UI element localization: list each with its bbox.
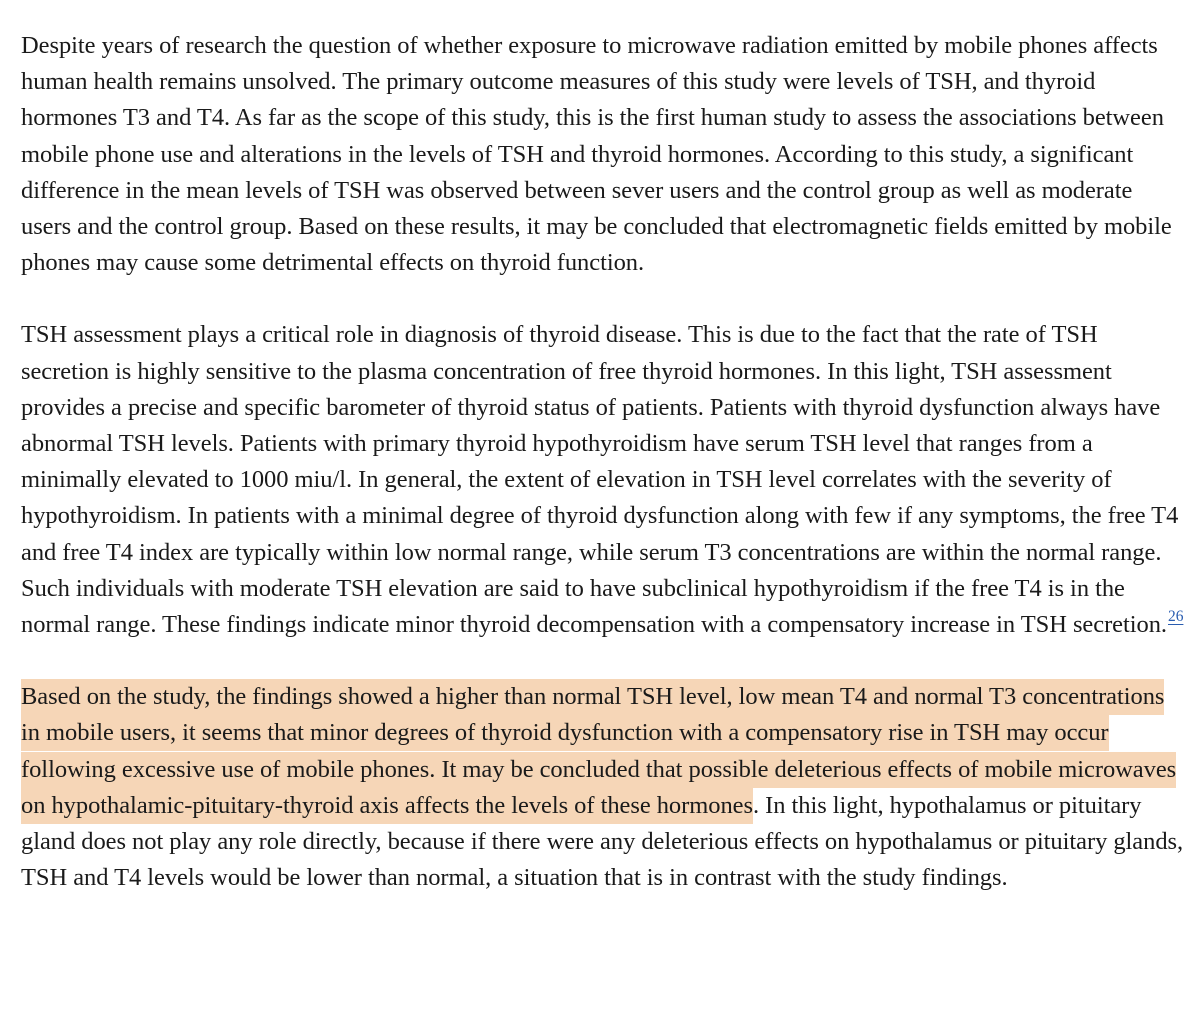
highlighted-text[interactable]: Based on the study, the findings showed a higher than normal TSH level, low mean T4 and normal T3 concentrations in mobile users, it seems that minor degrees of thyroid dysfunction with a compensatory rise in TSH may occur following excessive use of mobile phones. It may be concluded that possible deleterious effects of mobile microwaves on hypothalamic-pituitary-thyroid axis affects the levels of these hormones xyxy=(21,679,1176,824)
paragraph-2 xyxy=(21,317,1186,643)
paragraph-3-rest: . In this light, hypothalamus or pituitary gland does not play any role directly, because if there were any deleterious effects on hypothalamus or pituitary glands, TSH and T4 levels would be lower than normal, a situation that is in contrast with the study findings. xyxy=(21,791,1184,892)
article-body xyxy=(21,28,1186,896)
paragraph-3 xyxy=(21,679,1186,896)
paragraph-1: Despite years of research the question of whether exposure to microwave radiation emitted by mobile phones affects human health remains unsolved. The primary outcome measures of this study were levels of TSH, and thyroid hormones T3 and T4. As far as the scope of this study, this is the first human study to assess the associations between mobile phone use and alterations in the levels of TSH and thyroid hormones. According to this study, a significant difference in the mean levels of TSH was observed between sever users and the control group as well as moderate users and the control group. Based on these results, it may be concluded that electromagnetic fields emitted by mobile phones may cause some detrimental effects on thyroid function. xyxy=(21,32,1172,277)
paragraph-2-text: TSH assessment plays a critical role in diagnosis of thyroid disease. This is due to the fact that the rate of TSH secretion is highly sensitive to the plasma concentration of free thyroid hormones. In this light, TSH assessment provides a precise and specific barometer of thyroid status of patients. Patients with thyroid dysfunction always have abnormal TSH levels. Patients with primary thyroid hypothyroidism have serum TSH level that ranges from a minimally elevated to 1000 miu/l. In general, the extent of elevation in TSH level correlates with the severity of hypothyroidism. In patients with a minimal degree of thyroid dysfunction along with few if any symptoms, the free T4 and free T4 index are typically within low normal range, while serum T3 concentrations are within the normal range. Such individuals with moderate TSH elevation are said to have subclinical hypothyroidism if the free T4 is in the normal range. These findings indicate minor thyroid decompensation with a compensatory increase in TSH secretion. xyxy=(21,321,1179,639)
reference-link-26[interactable]: 26 xyxy=(1168,608,1184,626)
